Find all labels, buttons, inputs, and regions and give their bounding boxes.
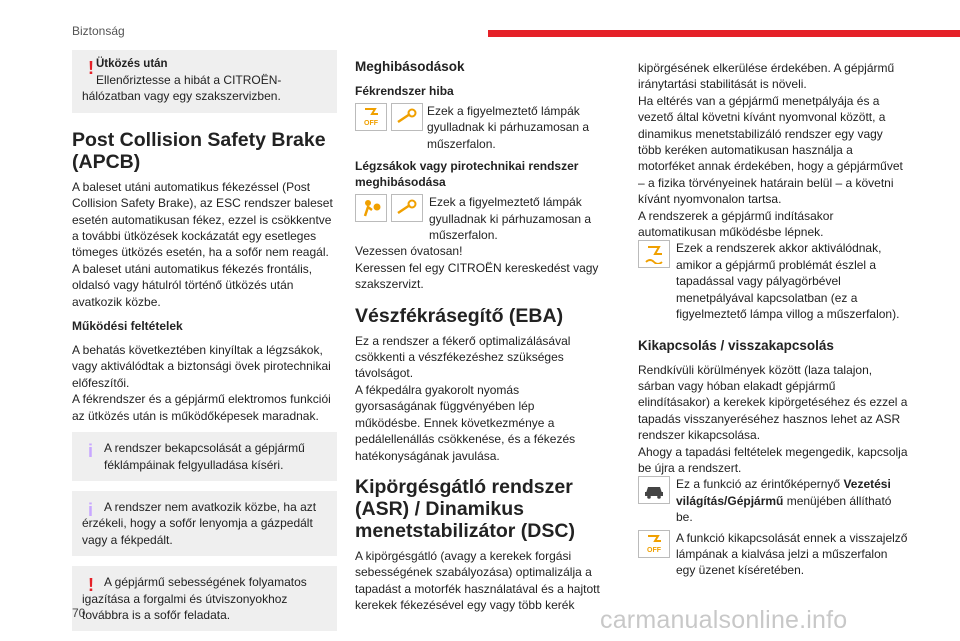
info-note-pedal: [72, 491, 337, 556]
warning-note-after-collision: [72, 50, 337, 113]
asr-continued-paragraph: kipörgésének elkerülése érdekében. A gépjármű iránytartási stabilitását is növeli.: [638, 61, 895, 92]
conditions-paragraph-1: A behatás következtében kinyíltak a légzsákok, vagy aktiválódtak a biztonsági övek pirotechnikai előfeszítői.: [72, 343, 331, 390]
page-number: 70: [72, 606, 86, 620]
info-text-2: A rendszer nem avatkozik közbe, ha azt érzékeli, hogy a sofőr lenyomja a gázpedált vagy a fékpedált.: [82, 499, 317, 547]
operating-conditions-heading: Működési feltételek: [72, 319, 183, 334]
service-wrench-icon: [391, 103, 423, 131]
car-settings-icon: [638, 476, 670, 504]
eba-paragraph-2: A fékpedálra gyakorolt nyomás gyorsaságának függvényében lép működésbe. Ennek következménye a pedálellenállás csökkenése, és a fékezés hatékonyságának javulása.: [355, 382, 576, 463]
deactivation-heading: Kikapcsolás / visszakapcsolás: [638, 337, 834, 353]
airbag-fault-lamp-text: Ezek a figyelmeztető lámpák gyulladnak ki párhuzamosan a műszerfalon.: [429, 195, 592, 243]
dsc-paragraph: Ha eltérés van a gépjármű menetpályája és a vezető által követni kívánt nyomvonal között, a dinamikus menetstabilizáló rendszer egy vagy több keréken automatikusan használja a motorféket annak érdekében, hogy a gépjárművet – a fizika törvényeinek határain belül – a követni kívánt nyomvonalon tartsa.: [638, 93, 903, 207]
faults-heading: Meghibásodások: [355, 59, 465, 74]
esc-off-warning-icon: [355, 103, 387, 131]
section-title: Biztonság: [72, 24, 125, 38]
warning-text-driver: A gépjármű sebességének folyamatos igazítása a forgalmi és útviszonyokhoz továbbra is a sofőr feladata.: [82, 575, 307, 622]
eba-heading: Vészfékrásegítő (EBA): [355, 304, 564, 327]
esc-off-warning-icon: [638, 530, 670, 558]
svg-text:OFF: OFF: [364, 120, 378, 127]
brake-fault-lamp-text: Ezek a figyelmeztető lámpák gyulladnak ki párhuzamosan a műszerfalon.: [427, 104, 590, 151]
warning-note-driver: [72, 566, 337, 631]
airbag-warning-icon: [355, 194, 387, 222]
touchscreen-setting-text: [676, 476, 908, 525]
setting-text-pre: Ez a funkció az érintőképernyő: [676, 477, 844, 492]
deactivation-lamp-row: [638, 530, 908, 579]
info-text-1: A rendszer bekapcsolását a gépjármű féklámpáinak felgyulladása kíséri.: [104, 441, 305, 472]
drive-carefully-text: Vezessen óvatosan!: [355, 244, 463, 259]
asr-lamp-row: [638, 240, 908, 322]
esc-active-warning-icon: [638, 240, 670, 268]
asr-lamp-text: Ezek a rendszerek akkor aktiválódnak, amikor a gépjármű problémát észlel a tapadással vagy pályagörbével menetpályával kapcsolatban (ez a figyelmeztető lámpa villog a műszerfalon).: [676, 241, 900, 322]
header-accent-bar: [488, 30, 960, 37]
brake-fault-lamps-row: [355, 103, 600, 152]
watermark: carmanualsonline.info: [600, 606, 848, 634]
auto-activation-paragraph: A rendszerek a gépjármű indításakor automatikusan működésbe lépnek.: [638, 208, 834, 240]
airbag-fault-lamps-row: [355, 194, 600, 243]
asr-paragraph: A kipörgésgátló (avagy a kerekek forgási sebességének szabályozása) optimalizálja a tapadást a motorfék használatával és a hajtott kerekek fékezésével egy vagy több kerék: [355, 548, 600, 613]
warning-title: Ütközés után: [96, 58, 168, 70]
svg-text:OFF: OFF: [647, 546, 661, 554]
deactivation-paragraph-2: Ahogy a tapadási feltételek megengedik, kapcsolja be újra a rendszert.: [638, 444, 908, 475]
info-note-brake-lights: [72, 432, 337, 481]
warning-body: Ellenőriztesse a hibát a CITROËN-hálózatban vagy egy szakszervizben.: [82, 73, 282, 104]
setting-text-post: menüjében állítható be.: [676, 493, 892, 525]
deactivation-paragraph-1: Rendkívüli körülmények között (laza talajon, sárban vagy hóban elakadt gépjármű elindításakor) a kerekek kipörgetéséhez és ezzel a tapadás visszanyeréséhez hasznos lehet az ASR rendszer kikapcsolása.: [638, 362, 908, 443]
apcb-paragraph: A baleset utáni automatikus fékezéssel (Post Collision Safety Brake), az ESC rendszer baleset esetén automatikusan fékez, ezzel is csökkentve a további ütközések kockázatát egy esetleges tömeges ütközés esetén, ha a sofőr nem reagál. A baleset utáni automatikus fékezés frontális, oldalsó vagy hátulról történő ütközés után avatkozik közbe.: [72, 179, 333, 309]
deactivation-lamp-text: A funkció kikapcsolását ennek a visszajelző lámpának a kialvása jelzi a műszerfalon egy üzenet kíséretében.: [676, 530, 908, 578]
column-3: [638, 60, 908, 579]
warning-exclamation-icon: !: [88, 58, 94, 78]
airbag-fault-heading: Légzsákok vagy pirotechnikai rendszer meghibásodása: [355, 159, 579, 190]
column-1: [72, 50, 337, 641]
conditions-paragraph-2: A fékrendszer és a gépjármű elektromos funkciói az ütközés után is működőképesek maradnak.: [72, 392, 331, 423]
brake-fault-heading: Fékrendszer hiba: [355, 84, 454, 98]
warning-exclamation-icon: !: [88, 575, 94, 596]
contact-dealer-text: Keressen fel egy CITROËN kereskedést vagy szakszervizt.: [355, 260, 599, 292]
touchscreen-setting-row: [638, 476, 908, 525]
service-wrench-icon: [391, 194, 423, 222]
apcb-heading: Post Collision Safety Brake (APCB): [72, 128, 326, 173]
setting-menu-name: Vezetési világítás/Gépjármű: [676, 477, 891, 508]
info-icon: i: [88, 441, 94, 462]
asr-dsc-heading: Kipörgésgátló rendszer (ASR) / Dinamikus menetstabilizátor (DSC): [355, 475, 575, 542]
eba-paragraph-1: Ez a rendszer a fékerő optimalizálásával csökkenti a vészfékezéshez szükséges távolságot.: [355, 333, 571, 381]
column-2: [355, 58, 600, 614]
info-icon: i: [88, 499, 94, 520]
